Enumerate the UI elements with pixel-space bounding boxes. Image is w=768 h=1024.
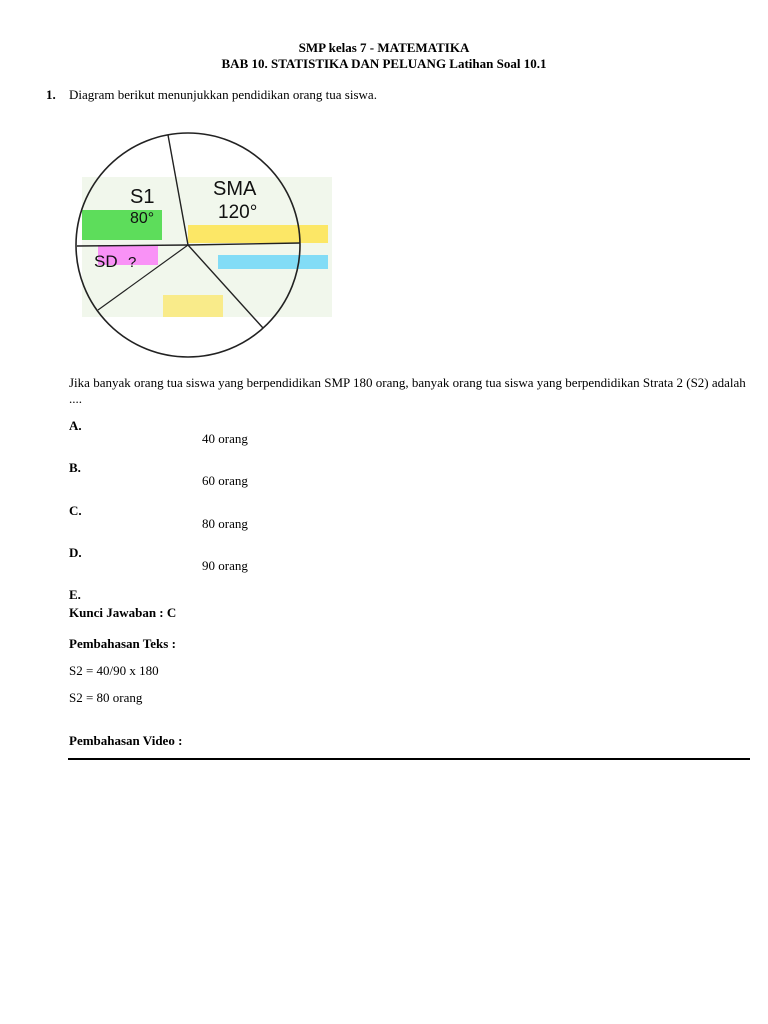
- option-e-letter: E.: [69, 587, 81, 602]
- option-a-text: 40 orang: [202, 431, 248, 446]
- stem-line-2: ....: [69, 391, 82, 406]
- option-b-letter: B.: [69, 460, 81, 475]
- label-sma: SMA: [213, 178, 257, 200]
- video-title: Pembahasan Video :: [69, 733, 183, 748]
- pie-diagram: [68, 115, 333, 360]
- scan-artifact-yellow: [188, 225, 328, 243]
- header-line-1: SMP kelas 7 - MATEMATIKA: [298, 40, 470, 55]
- question-text: Diagram berikut menunjukkan pendidikan orang tua siswa.: [69, 87, 377, 102]
- header-line-2: BAB 10. STATISTIKA DAN PELUANG Latihan Soal 10.1: [221, 56, 547, 71]
- explanation-step-1: S2 = 40/90 x 180: [69, 663, 159, 678]
- explanation-step-2: S2 = 80 orang: [69, 690, 143, 705]
- horizontal-rule: [68, 758, 750, 760]
- option-d-text: 90 orang: [202, 558, 248, 573]
- option-b-text: 60 orang: [202, 473, 248, 488]
- label-s1: S1: [130, 186, 155, 208]
- option-a-letter: A.: [69, 418, 82, 433]
- answer-key: Kunci Jawaban : C: [69, 605, 177, 620]
- document-header: [0, 40, 768, 72]
- option-c-letter: C.: [69, 503, 82, 518]
- option-c-text: 80 orang: [202, 516, 248, 531]
- pie-diagram-image: [68, 115, 333, 360]
- divider-sd-s1: [77, 245, 188, 246]
- label-sd: SD: [94, 252, 118, 271]
- stem-line-1: Jika banyak orang tua siswa yang berpendidikan SMP 180 orang, banyak orang tua siswa yang berpendidikan Strata 2 (S2) adalah: [69, 375, 746, 390]
- explanation-title: Pembahasan Teks :: [69, 636, 176, 651]
- question-stem: [69, 375, 754, 407]
- option-d-letter: D.: [69, 545, 82, 560]
- label-sma-angle: 120°: [218, 202, 258, 223]
- scan-artifact-cyan: [218, 255, 328, 269]
- label-s1-angle: 80°: [130, 210, 155, 227]
- label-sd-angle: ?: [128, 254, 137, 271]
- scan-artifact-yellow-2: [163, 295, 223, 317]
- question-number: 1.: [46, 87, 56, 102]
